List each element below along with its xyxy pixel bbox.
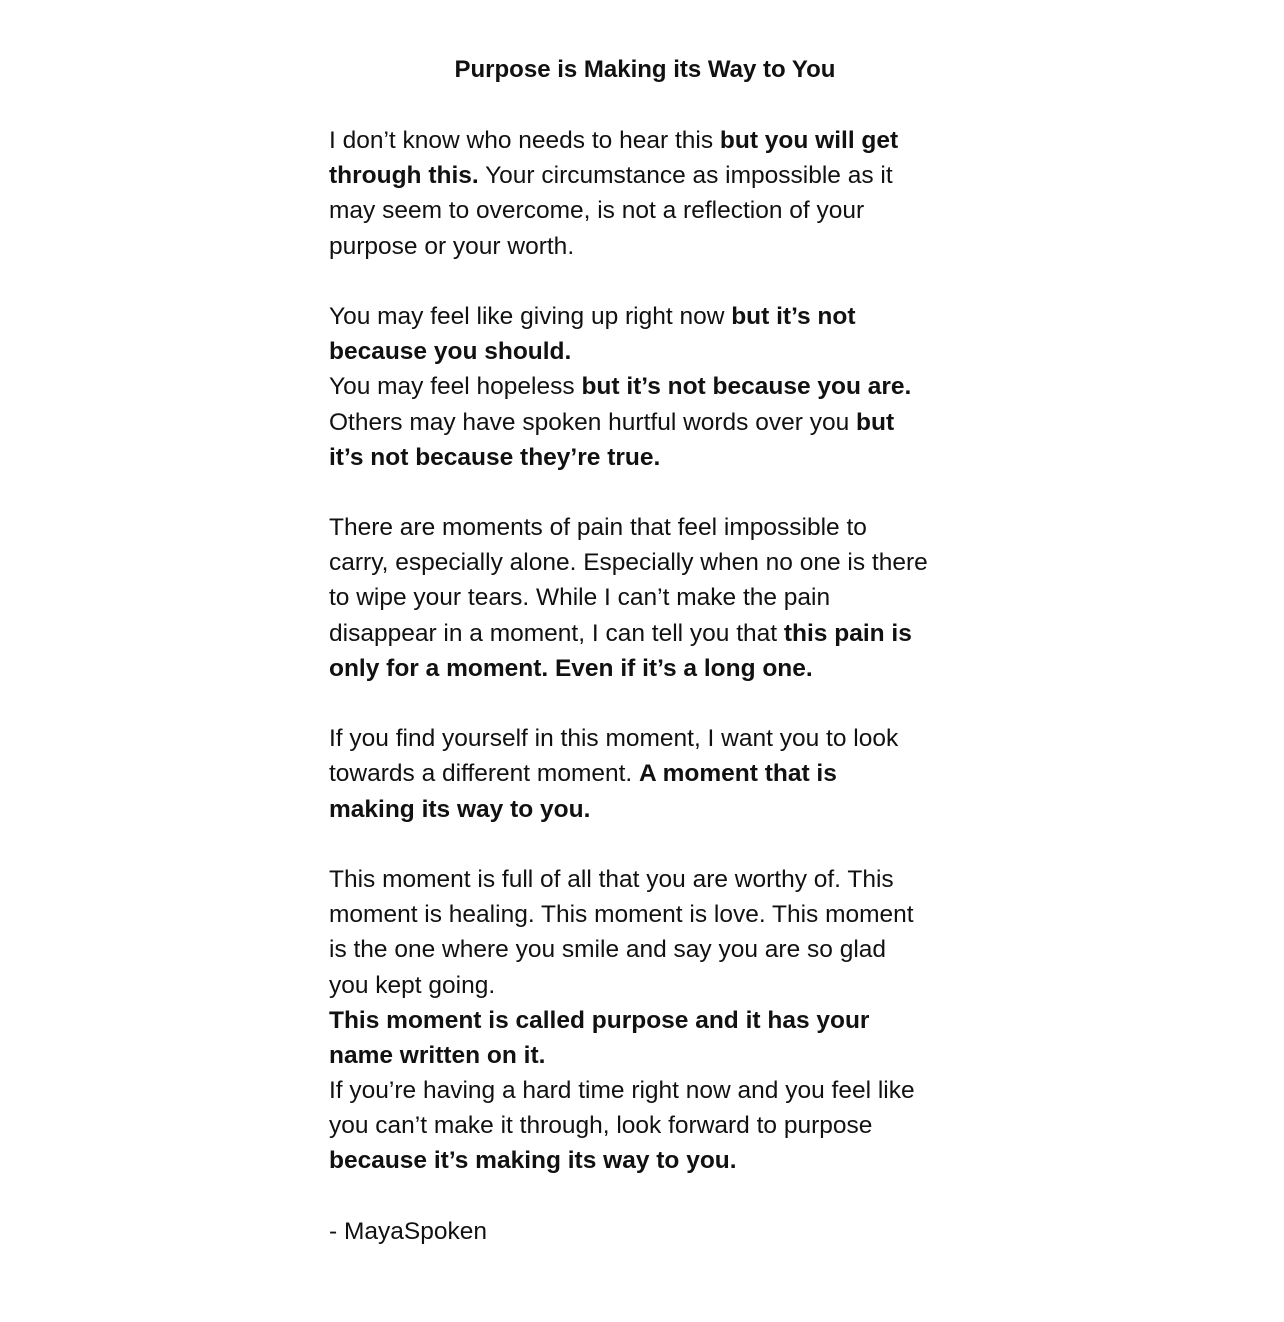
poem-line	[329, 229, 989, 264]
poem-line	[329, 1143, 989, 1178]
poem-line	[329, 721, 989, 756]
poem-line	[329, 369, 989, 404]
poem-line	[329, 1003, 989, 1038]
regular-text: There are moments of pain that feel impossible to	[329, 514, 867, 542]
page-title: Purpose is Making its Way to You	[454, 56, 836, 83]
bold-text: This moment is called purpose and it has your	[329, 1006, 870, 1034]
poem-line	[329, 968, 989, 1003]
regular-text: If you’re having a hard time right now and you feel like	[329, 1077, 915, 1105]
poem-line	[329, 193, 989, 228]
poem-body	[329, 123, 989, 1249]
regular-text: you kept going.	[329, 971, 496, 999]
poem-line	[329, 510, 989, 545]
bold-text: A moment that is	[639, 760, 837, 788]
poem-line	[329, 862, 989, 897]
bold-text: but	[856, 408, 895, 436]
bold-text: because you should.	[329, 338, 572, 366]
poem-line	[329, 545, 989, 580]
regular-text: you can’t make it through, look forward to purpose	[329, 1112, 873, 1140]
poem-line	[329, 756, 989, 791]
poem-line	[329, 897, 989, 932]
stanza-gap	[329, 475, 989, 510]
regular-text: disappear in a moment, I can tell you that	[329, 619, 784, 647]
regular-text: This moment is full of all that you are worthy of. This	[329, 865, 894, 893]
bold-text: but you will get	[719, 127, 899, 154]
bold-text: this pain is	[783, 619, 912, 647]
regular-text: Others may have spoken hurtful words over you	[329, 408, 857, 436]
poem-line	[329, 792, 989, 827]
regular-text: to wipe your tears. While I can’t make the pain	[329, 584, 831, 612]
regular-text: may seem to overcome, is not a reflection of your	[329, 197, 865, 225]
poem-line	[329, 1073, 989, 1108]
regular-text: I don’t know who needs to hear this	[329, 127, 720, 154]
poem-line	[329, 1108, 989, 1143]
poem-line	[329, 158, 989, 193]
poem-line	[329, 440, 989, 475]
poem-line	[329, 405, 989, 440]
regular-text: towards a different moment.	[329, 760, 640, 788]
regular-text: - MayaSpoken	[329, 1217, 487, 1245]
poem-line	[329, 1038, 989, 1073]
poem-line	[329, 123, 989, 158]
bold-text: it’s not because they’re true.	[329, 443, 661, 471]
poem-line	[329, 580, 989, 615]
poem-line	[329, 616, 989, 651]
bold-text: only for a moment. Even if it’s a long one.	[329, 654, 813, 682]
poem-line	[329, 1214, 989, 1249]
regular-text: purpose or your worth.	[329, 232, 575, 260]
stanza-gap	[329, 1179, 989, 1214]
regular-text: You may feel hopeless	[329, 373, 582, 401]
poem-line	[329, 932, 989, 967]
regular-text: If you find yourself in this moment, I want you to look	[329, 725, 899, 753]
regular-text: moment is healing. This moment is love. This moment	[329, 901, 914, 929]
stanza-gap	[329, 686, 989, 721]
regular-text: Your circumstance as impossible as it	[478, 162, 893, 190]
bold-text: but it’s not	[731, 302, 856, 330]
bold-text: because it’s making its way to you.	[329, 1147, 737, 1175]
poem-line	[329, 651, 989, 686]
bold-text: but it’s not because you are.	[581, 373, 912, 401]
bold-text: making its way to you.	[329, 795, 591, 823]
regular-text: You may feel like giving up right now	[329, 302, 732, 330]
stanza-gap	[329, 264, 989, 299]
poem-line	[329, 299, 989, 334]
stanza-gap	[329, 827, 989, 862]
bold-text: name written on it.	[329, 1041, 546, 1069]
bold-text: through this.	[329, 162, 479, 190]
poem-line	[329, 334, 989, 369]
regular-text: carry, especially alone. Especially when no one is there	[329, 549, 928, 577]
regular-text: is the one where you smile and say you are so glad	[329, 936, 887, 964]
